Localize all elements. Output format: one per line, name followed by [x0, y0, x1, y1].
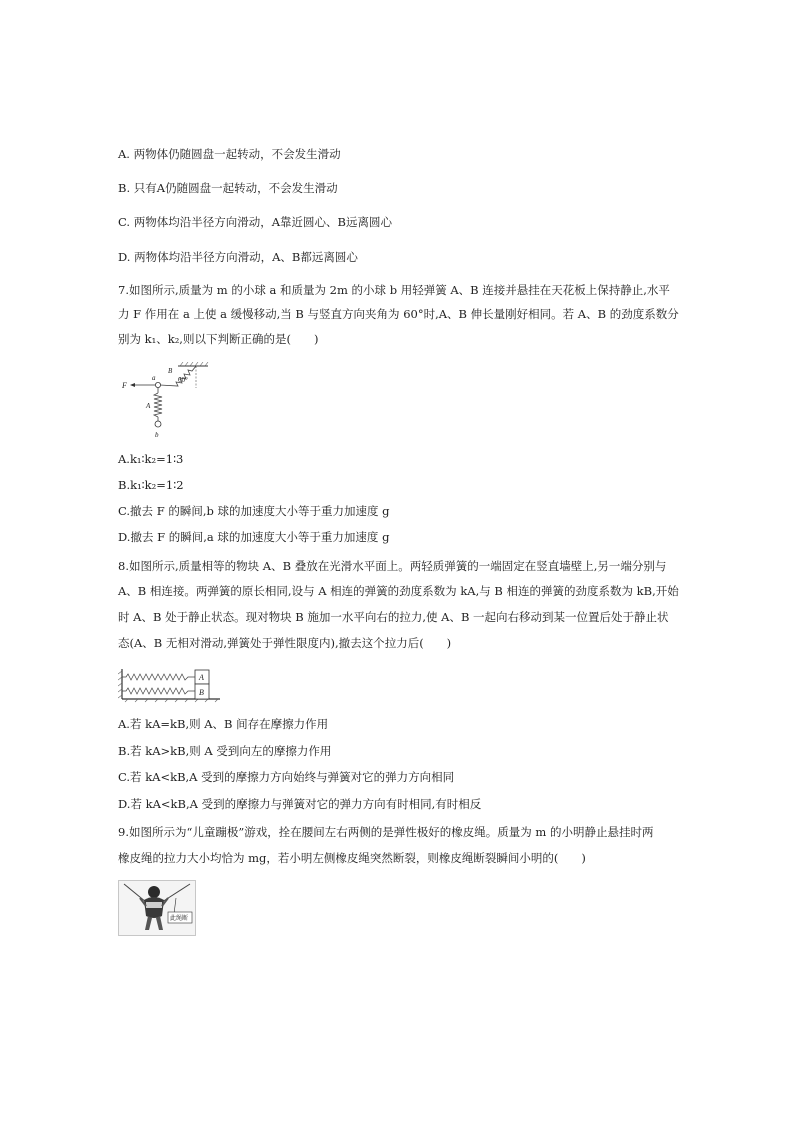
q7-option-d: D.撤去 F 的瞬间,a 球的加速度大小等于重力加速度 g — [118, 530, 390, 544]
q9-stem-line-2: 橡皮绳的拉力大小均恰为 mg，若小明左侧橡皮绳突然断裂，则橡皮绳断裂瞬间小明的( ) — [118, 851, 586, 865]
q7-label-ball-a: a — [152, 374, 156, 382]
q6-option-b: B. 只有A仍随圆盘一起转动，不会发生滑动 — [118, 181, 338, 195]
q6-option-d: D. 两物体均沿半径方向滑动，A、B都远离圆心 — [118, 250, 358, 264]
q7-label-spring-b: B — [168, 367, 173, 375]
q7-spring-figure — [118, 362, 210, 440]
q7-option-b: B.k₁∶k₂=1∶2 — [118, 478, 184, 492]
q6-option-a: A. 两物体仍随圆盘一起转动，不会发生滑动 — [118, 147, 341, 161]
q7-label-angle: 60° — [178, 376, 188, 384]
q8-stem-line-2: A、B 相连接。两弹簧的原长相同,设与 A 相连的弹簧的劲度系数为 kA,与 B 相连的弹簧的劲度系数为 kB,开始 — [118, 584, 679, 598]
q7-label-spring-a: A — [146, 402, 151, 410]
q9-label-tag: 此绳断 — [170, 915, 189, 922]
q7-stem-line-2: 力 F 作用在 a 上使 a 缓慢移动,当 B 与竖直方向夹角为 60°时,A、B 伸长量刚好相同。若 A、B 的劲度系数分 — [118, 307, 679, 321]
q8-stem-line-3: 时 A、B 处于静止状态。现对物块 B 施加一水平向右的拉力,使 A、B 一起向右移动到某一位置后处于静止状 — [118, 610, 669, 624]
q7-option-c: C.撤去 F 的瞬间,b 球的加速度大小等于重力加速度 g — [118, 504, 390, 518]
q8-option-b: B.若 kA>kB,则 A 受到向左的摩擦力作用 — [118, 744, 332, 758]
q8-stem-line-4: 态(A、B 无相对滑动,弹簧处于弹性限度内),撤去这个拉力后( ) — [118, 636, 452, 650]
q7-option-a: A.k₁∶k₂=1∶3 — [118, 452, 184, 466]
q6-option-c: C. 两物体均沿半径方向滑动，A靠近圆心、B远离圆心 — [118, 215, 392, 229]
q8-option-c: C.若 kA<kB,A 受到的摩擦力方向始终与弹簧对它的弹力方向相同 — [118, 770, 455, 784]
q7-label-ball-b: b — [155, 431, 159, 439]
q8-blocks-figure — [118, 665, 222, 703]
q7-stem-line-3: 别为 k₁、k₂,则以下判断正确的是( ) — [118, 332, 319, 346]
q7-label-force: F — [122, 381, 127, 390]
q9-stem-line-1: 9.如图所示为“儿童蹦极”游戏，拴在腰间左右两侧的是弹性极好的橡皮绳。质量为 m 的小明静止悬挂时两 — [118, 825, 654, 839]
q8-option-a: A.若 kA=kB,则 A、B 间存在摩擦力作用 — [118, 717, 329, 731]
q8-option-d: D.若 kA<kB,A 受到的摩擦力与弹簧对它的弹力方向有时相同,有时相反 — [118, 797, 482, 811]
q8-stem-line-1: 8.如图所示,质量相等的物块 A、B 叠放在光滑水平面上。两轻质弹簧的一端固定在竖直墙壁上,另一端分别与 — [118, 559, 667, 573]
q7-stem-line-1: 7.如图所示,质量为 m 的小球 a 和质量为 2m 的小球 b 用轻弹簧 A、B 连接并悬挂在天花板上保持静止,水平 — [118, 283, 670, 297]
q8-label-block-a: A — [199, 673, 204, 682]
q9-bungee-figure — [118, 880, 196, 936]
q8-label-block-b: B — [199, 688, 204, 697]
